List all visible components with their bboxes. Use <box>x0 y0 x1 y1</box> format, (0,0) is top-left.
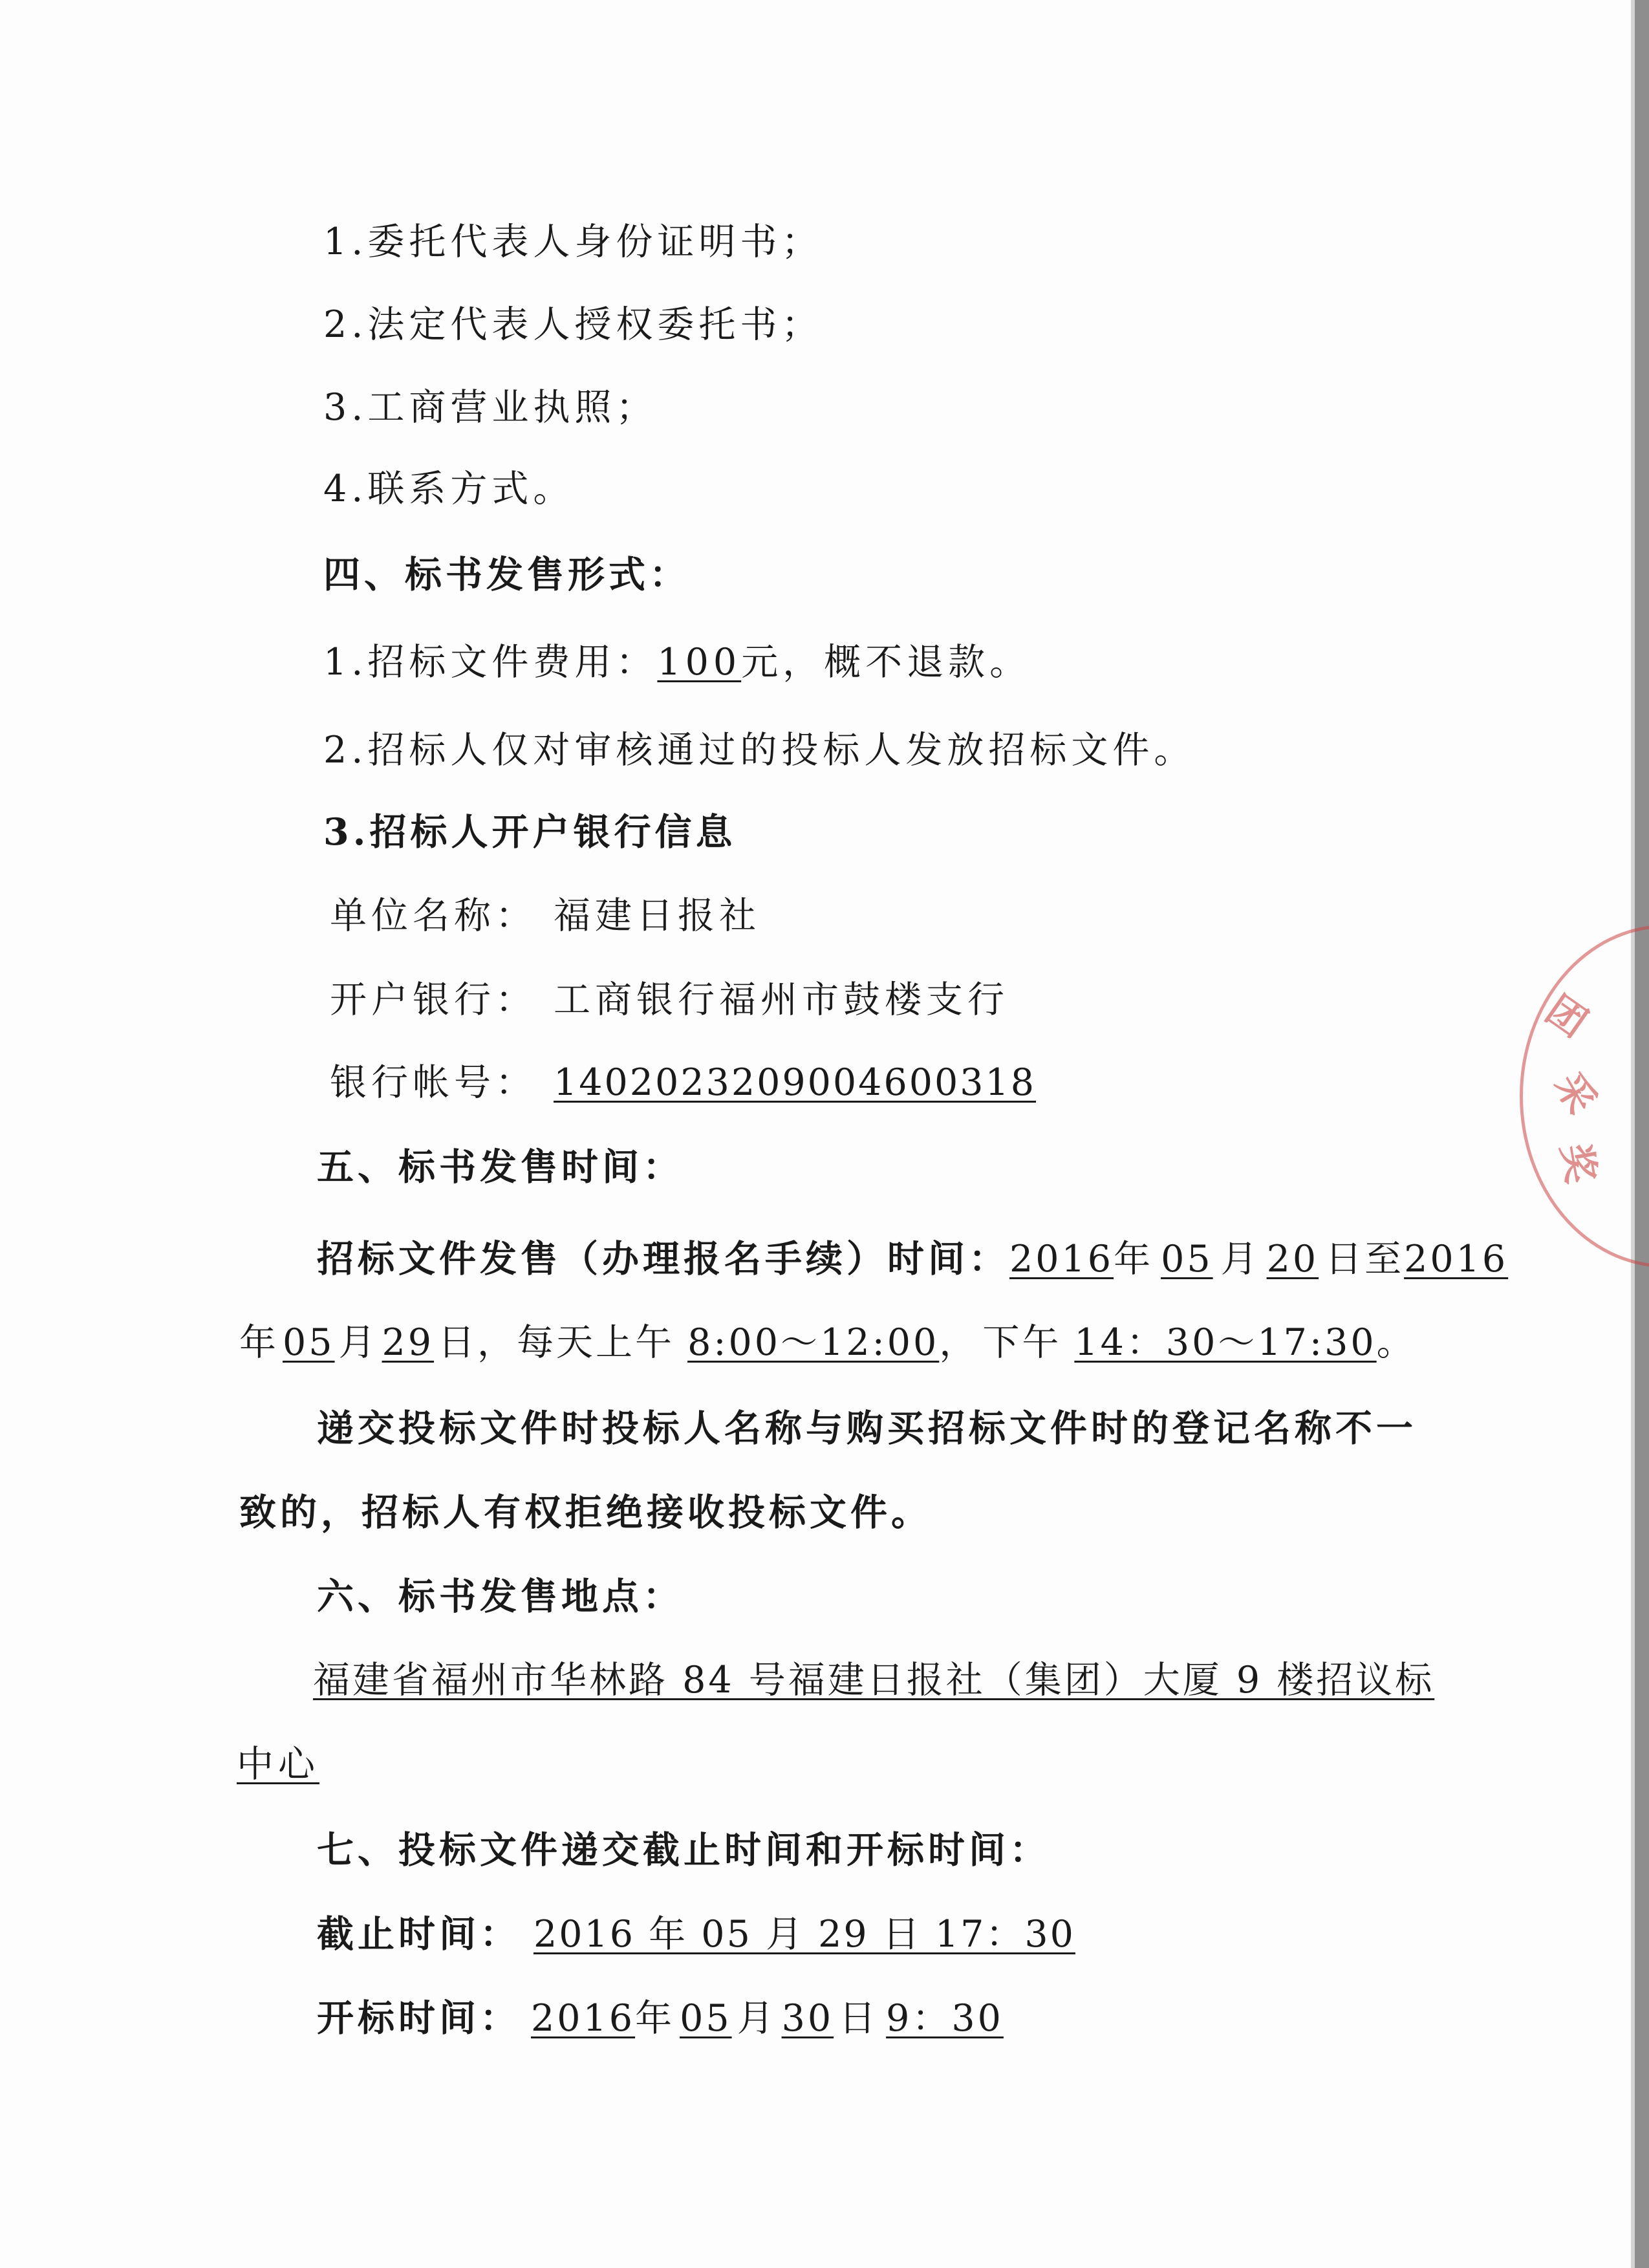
unit-name-value: 福建日报社 <box>554 894 760 937</box>
issue-policy-line: 2.招标人仅对审核通过的投标人发放招标文件。 <box>323 729 1196 772</box>
sale-period-lead: 招标文件发售（办理报名手续）时间： <box>317 1237 1009 1280</box>
bank-info-heading: 3.招标人开户银行信息 <box>323 810 737 854</box>
name-mismatch-notice-line1: 递交投标文件时投标人名称与购买招标文件时的登记名称不一 <box>317 1407 1417 1450</box>
seal-char-2: 采 <box>1546 1065 1604 1121</box>
account-label: 银行帐号： <box>330 1061 537 1104</box>
requirement-item-2: 2.法定代表人授权委托书； <box>323 303 823 346</box>
section5-heading: 五、标书发售时间： <box>317 1145 684 1189</box>
opening-month: 05 <box>680 1997 732 2040</box>
name-mismatch-notice-line2: 致的，招标人有权拒绝接收投标文件。 <box>239 1491 932 1534</box>
afternoon-time: 14：30～17:30 <box>1074 1321 1377 1364</box>
deadline-line <box>317 1912 1075 1956</box>
sale-period-line2: 年 05 月 29 日，每天上午 8:00～12:00， 下午 14：30～17:30。 <box>239 1321 1416 1364</box>
end-year: 2016 <box>1404 1238 1509 1280</box>
fee-suffix: 元，概不退款。 <box>741 641 1031 684</box>
unit-name-line <box>330 894 760 937</box>
start-day: 20 <box>1266 1238 1319 1280</box>
sale-address-line1: 福建省福州市华林路 84 号福建日报社（集团）大厦 9 楼招议标 <box>313 1659 1435 1701</box>
requirement-item-3: 3.工商营业执照； <box>323 386 658 429</box>
seal-char-1: 团 <box>1537 987 1595 1046</box>
afternoon-label: 下午 <box>982 1321 1062 1364</box>
opening-year: 2016 <box>531 1997 636 2040</box>
morning-label: 每天上午 <box>517 1321 675 1364</box>
section7-heading: 七、投标文件递交截止时间和开标时间： <box>317 1828 1050 1872</box>
deadline-value: 2016 年 05 月 29 日 17：30 <box>534 1913 1075 1956</box>
end-month: 05 <box>283 1321 335 1364</box>
bank-label: 开户银行： <box>330 978 537 1021</box>
section4-heading: 四、标书发售形式： <box>323 553 690 596</box>
morning-time: 8:00～12:00 <box>687 1321 940 1364</box>
sale-period-line1: 招标文件发售（办理报名手续）时间：2016年 05 月 20 日至2016 <box>317 1237 1509 1280</box>
fee-label: 1.招标文件费用： <box>323 641 658 684</box>
opening-time: 9：30 <box>886 1997 1004 2040</box>
section6-heading: 六、标书发售地点： <box>317 1575 684 1618</box>
bank-line <box>330 978 1009 1021</box>
requirement-item-1: 1.委托代表人身份证明书； <box>323 221 823 263</box>
requirement-item-4: 4.联系方式。 <box>323 468 575 510</box>
fee-line <box>323 641 1031 684</box>
bank-value: 工商银行福州市鼓楼支行 <box>554 978 1009 1021</box>
sale-address-line2: 中心 <box>237 1743 319 1786</box>
end-day: 29 <box>382 1321 435 1364</box>
account-line <box>330 1061 1037 1104</box>
official-seal <box>1520 925 1649 1268</box>
unit-name-label: 单位名称： <box>330 894 537 937</box>
account-value: 1402023209004600318 <box>554 1061 1037 1104</box>
opening-label: 开标时间： <box>317 1996 521 2040</box>
start-month: 05 <box>1161 1238 1213 1280</box>
deadline-label: 截止时间： <box>317 1912 521 1956</box>
start-year: 2016 <box>1009 1238 1114 1280</box>
fee-amount: 100 <box>657 641 742 684</box>
opening-day: 30 <box>781 1997 834 2040</box>
opening-line: 开标时间： 2016年 05 月 30 日 9：30 <box>317 1996 1004 2040</box>
seal-char-3: 奖 <box>1552 1140 1604 1187</box>
